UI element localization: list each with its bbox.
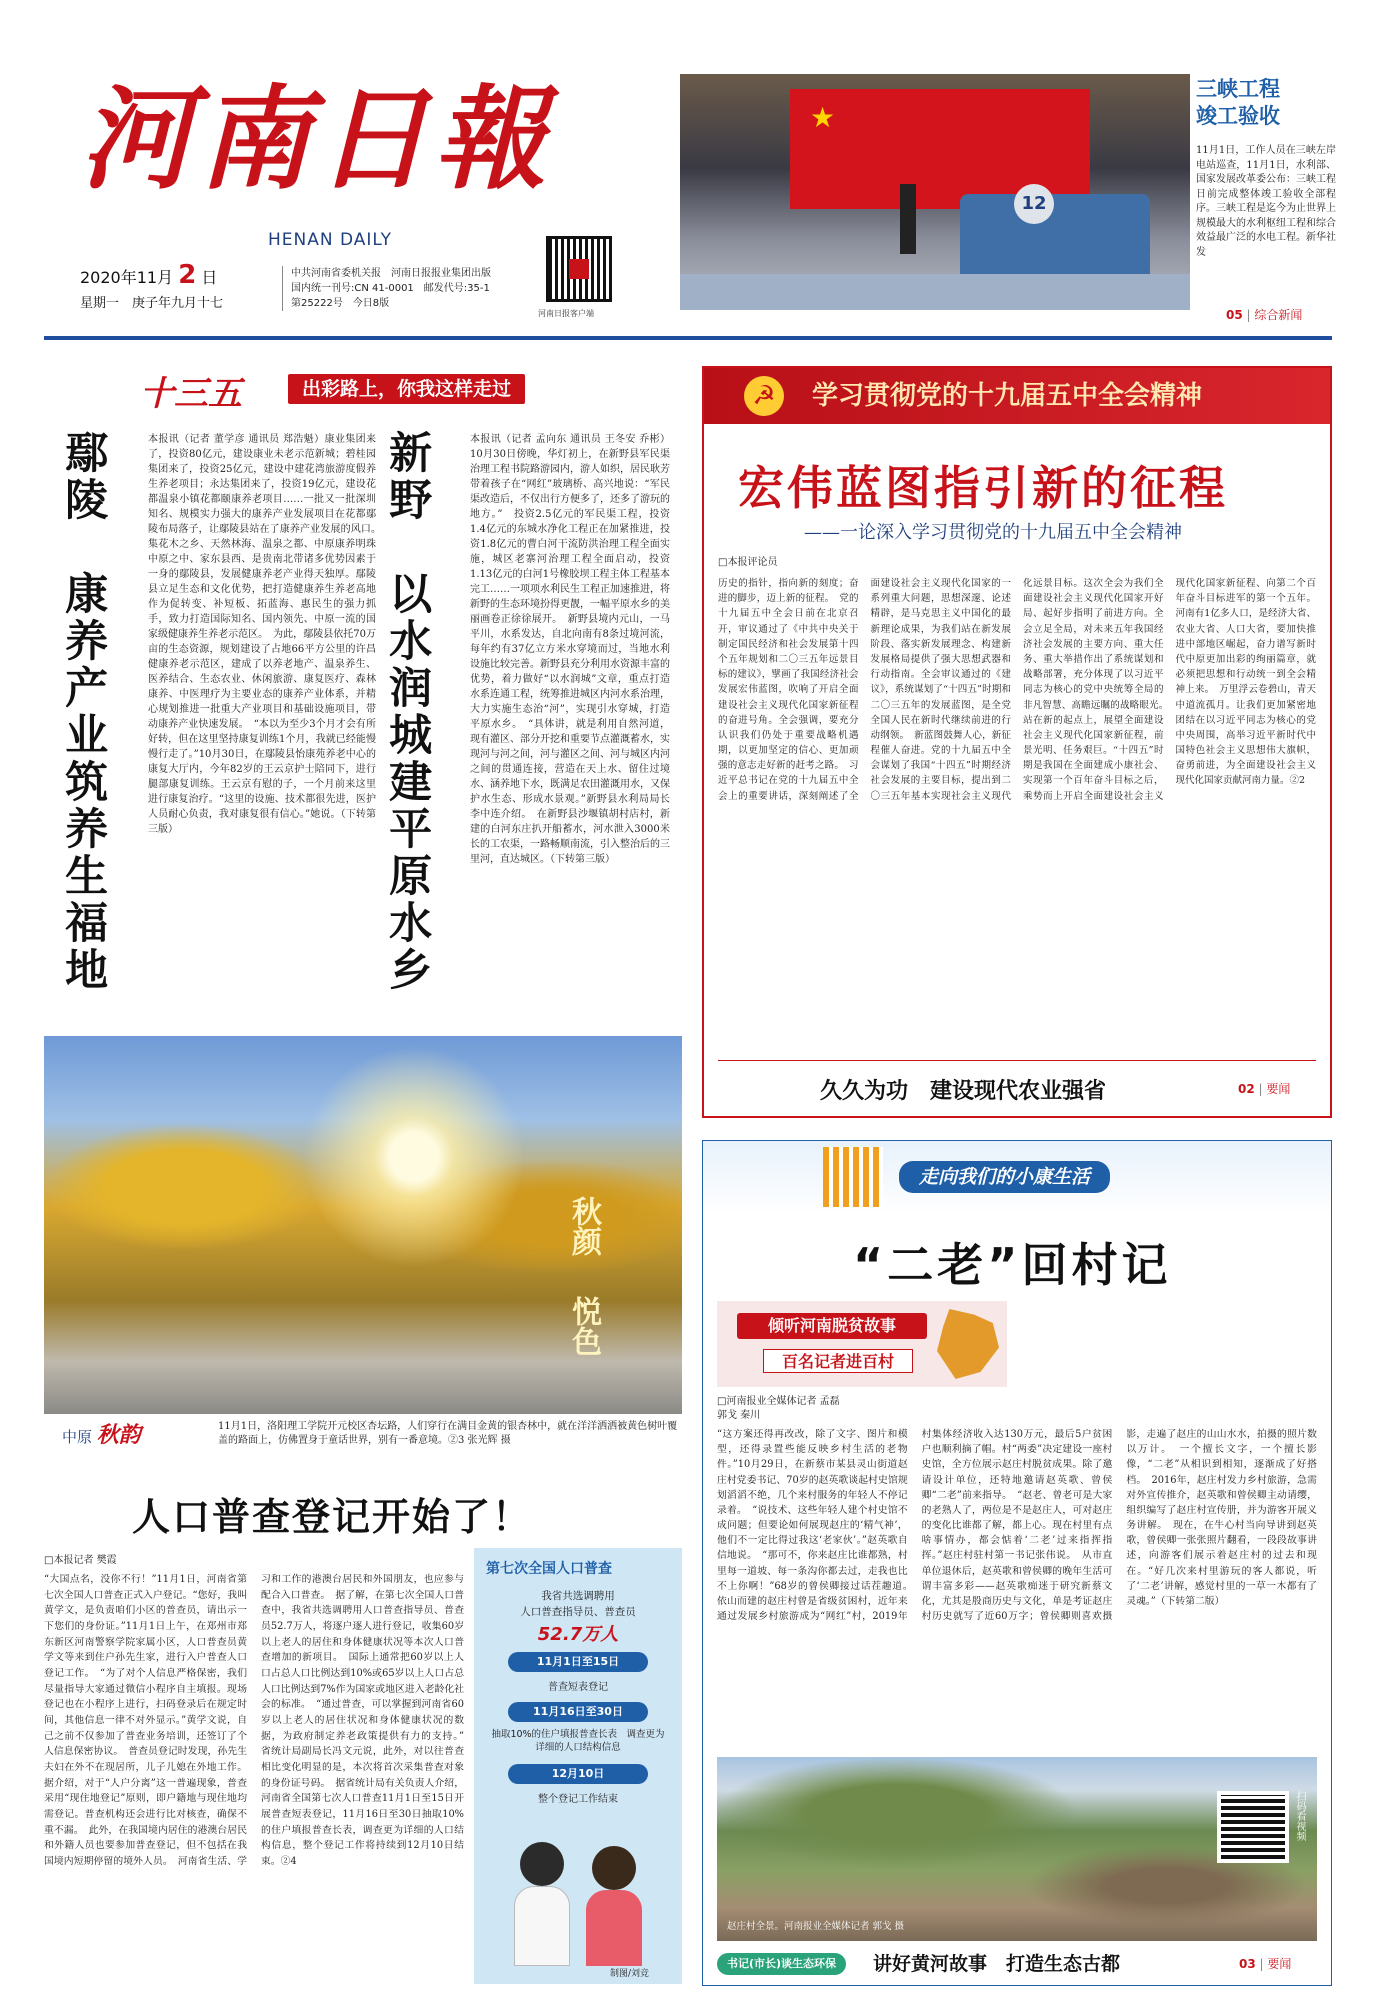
census-line2: 人口普查指导员、普查员 xyxy=(520,1606,636,1618)
editorial-subtitle: ——一论深入学习贯彻党的十九届五中全会精神 xyxy=(804,522,1182,543)
page-ref-03[interactable]: 03 | 要闻 xyxy=(1239,1957,1292,1971)
ginkgo-caption: 11月1日，洛阳理工学院开元校区杏坛路，人们穿行在满目金黄的银杏林中，就在洋洋洒洒被黄色树叶覆盖的路面上，仿佛置身于童话世界，别有一番意境。②3 张光辉 摄 xyxy=(218,1421,678,1446)
photo-overlay-text: 秋颜 悦色 xyxy=(566,1196,601,1357)
star-icon: ★ xyxy=(810,101,836,134)
xinye-body: 本报讯（记者 孟向东 通讯员 王冬安 乔彬）10月30日傍晚，华灯初上，在新野县军民渠治理工程书院路游园内，游人如织，居民耿芳带着孩子在“网红”玻璃桥、高兴地说：“军民渠改造后，不仅出行方便多了，还多了游玩的地方。” 投资2.5亿元的军民渠工程，投资1.4亿元的东城水净化工程正在加紧推进，投资1.8亿元的曹白河干流防洪治理工程全面实施，城区老寨河治理工程全面启动，投资1.13亿元的白河1号橡胶坝工程主体工程基本完工……一项项水利民生工程正加速推进，将新野的生态环境扮得更靓，一幅平原水乡的美丽画卷正徐徐展开。 新野县境内元山，一马平川，水系发达，自北向南有8条过境河流，每年约有37亿立方米水穿境而过，当地水利设施比较完善。新野县充分利用水资源丰富的优势，着力做好“以水润城”文章，重点打造水系连通工程，统筹推进城区内河水系治理，大力实施生态治“河”，实现引水穿城，打造平原水乡。 “具体讲，就是利用自然河道，现有灌区、部分开挖和重要节点灌溉蓄水，实现河与河之间，河与灌区之间、河与城区内河之间的贯通连接，营造在天上水、留住过境水、涵养地下水，既满足农田灌溉用水，又保护水生态、形成水景观。”新野县水利局局长李中连介绍。 在新野县沙堰镇胡村店村，新建的白河东庄扒开船蓄水，河水泄入3000米长的工农渠，一路畅顺南流，引入整治后的三里河，直达城区。（下转第三版） xyxy=(470,434,670,865)
xiaokang-headline: “二老”回村记 xyxy=(853,1238,1172,1292)
yanling-headline: 鄢陵 康养产业筑养生福地 xyxy=(58,430,109,994)
page-ref-05[interactable]: 05 | 综合新闻 xyxy=(1226,308,1303,322)
publisher-info: 中共河南省委机关报 河南日报报业集团出版 国内统一刊号:CN 41-0001 邮发代号:35-1 第25222号 今日8版 xyxy=(282,266,491,311)
page-ref-02[interactable]: 02 | 要闻 xyxy=(1238,1082,1291,1096)
plenum-banner: ☭ 学习贯彻党的十九届五中全会精神 xyxy=(704,368,1330,424)
census-art-credit: 制图/刘竞 xyxy=(610,1969,650,1979)
plenum-editorial-box xyxy=(702,366,1332,1118)
three-gorges-caption: 11月1日，工作人员在三峡左岸电站巡查，11月1日，水利部、国家发展改革委公布：三峡工程日前完成整体竣工验收全部程序。三峡工程是迄今为止世界上规模最大的水利枢纽工程和综合效益最广泛的水电工程。新华社发 xyxy=(1196,145,1336,258)
census-illustration xyxy=(500,1832,656,1968)
census-step2-text: 抽取10%的住户填报普查长表 调查更为详细的人口结构信息 xyxy=(491,1729,665,1754)
census-body: “大国点名，没你不行！”11月1日，河南省第七次全国人口普查正式入户登记。“您好，我叫黄学文，是负责咱们小区的普查员，请出示一下您们的身份证。”11月1日上午，在郑州市郑东新区河南警察学院家属小区，人口普查员黄学文等来到住户孙先生家，进行入户普查人口登记工作。 “为了对个人信息严格保密，我们尽量指导大家通过微信小程序自主填报。现场登记也在小程序上进行，扫码登录后在规定时间，其他信息一律不对外显示。”黄学文说，自己之前不仅参加了普查业务培训，还签订了个人信息保密协议。 普查员登记时发现，孙先生夫妇在外不在现居所，儿子儿媳在外地工作。据介绍，对于“人户分离”这一普遍现象，普查采用“现住地登记”原则，即户籍地与现住地均需登记。普查机构还会进行比对核查，确保不重不漏。 此外，在我国境内居住的港澳台居民和外籍人员也要参加普查登记，但不包括在我国境内短期停留的境外人员。 河南省生活、学习和工作的港澳台居民和外国朋友，也应参与配合入口普查。 据了解，在第七次全国人口普查中，我省共选调聘用人口普查指导员、普查员52.7万人，将逐户逐人进行登记，收集60岁以上老人的居住和身体健康状况等本次人口普查增加的新项目。 国际上通常把60岁以上人口占总人口比例达到10%或65岁以上人口占总人口比例达到7%作为国家或地区进入老龄化社会的标准。 “通过普查，可以掌握到河南省60岁以上老人的居住状况和身体健康状况的数据，为政府制定养老政策提供有力的支持。” 省统计局副局长冯文元说，此外，对以往普查相比变化明显的是，本次将首次采集普查对象的身份证号码。 据省统计局有关负责人介绍，河南省全国第七次人口普查11月1日至15日开展普查短表登记，11月16日至30日抽取10%的住户填报普查长表，调查更为详细的人口结构信息，整个登记工作将持续到12月10日结束。②4 xyxy=(44,1574,464,1868)
masthead-rule xyxy=(44,336,1332,340)
weekday: 星期一 庚子年九月十七 xyxy=(80,296,224,311)
poverty-tag-1: 倾听河南脱贫故事 xyxy=(737,1313,927,1339)
unit-number: 12 xyxy=(1014,184,1054,224)
editorial-byline: □本报评论员 xyxy=(718,557,778,568)
worker-figure xyxy=(900,184,916,254)
census-headline: 人口普查登记开始了！ xyxy=(132,1495,533,1539)
xiaokang-body: “这方案还得再改改，除了文字、图片和模型，还得录置些能反映乡村生活的老物件。”10月29日，在新蔡市某县灵山街道赵庄村党委书记、70岁的赵英歌谈起村史馆规划滔滔不绝，几个来村服务的年轻人不停记录着。 “说技术、这些年轻人建个村史馆不成问题；但要论如何展现赵庄的‘精气神’，他们不一定比得过我这‘老家伙’。”赵英歌自信地说。 “那可不，你来赵庄比谁都熟，村里每一道坡、每一条沟你都去过，走我也比不上你啊！”68岁的曾侯卿接过话茬趣道。 依山而建的赵庄村曾是省级贫困村，近年来通过发展乡村旅游成为“网红”村，2019年村集体经济收入达130万元，最后5户贫困户也顺利摘了帽。村“两委”决定建设一座村史馆，全方位展示赵庄村脱贫成果。除了邀请设计单位，还特地邀请赵英歌、曾侯卿“二老”前来指导。 “赵老、曾老可是大家的老熟人了，两位是不是赵庄人，可对赵庄的变化比谁都了解，都上心。现在村里有点啥事情办，都会惦着‘二老’过来指挥指挥。”赵庄村驻村第一书记张伟说。 从市直单位退休后，赵英歌和曾侯卿的晚年生活可谓丰富多彩——赵英歌痴迷于研究新蔡文化，尤其是殷商历史与文化，单是考证赵庄村历史就写了近60万字；曾侯卿则喜欢摄影，走遍了赵庄的山山水水，拍摄的照片数以万计。 一个擅长文字，一个擅长影像，“二老”从相识到相知，逐渐成了好搭档。 2016年，赵庄村发力乡村旅游，急需对外宣传推介，赵英歌和曾侯卿主动请缨，组织编写了赵庄村宣传册，并为游客开展义务讲解。 现在，在牛心村当向导讲到赵英歌，曾侯卿一张张照片翻看，一段段故事讲述，向游客们展示着赵庄村的过去和现在。“好几次来村里游玩的客人都说，听了‘二老’讲解，感觉村里的一草一木都有了灵魂。”（下转第二版） xyxy=(717,1429,1317,1623)
masthead-title: 河南日報 xyxy=(80,74,552,205)
issue-date: 2020年11月 2 日 xyxy=(80,260,218,290)
series-slogan: 出彩路上，你我这样走过 xyxy=(288,374,525,404)
census-sidebar-title: 第七次全国人口普查 xyxy=(486,1561,612,1577)
editorial-body: 历史的指针，指向新的刻度；奋进的脚步，迈上新的征程。 党的十九届五中全会日前在北京召开，审议通过了《中共中央关于制定国民经济和社会发展第十四个五年规划和二〇三五年远景目标的建议》，擘画了我国经济社会发展宏伟蓝图，吹响了开启全面建设社会主义现代化国家新征程的奋进号角。全会强调，要充分认识我们仍处于重要战略机遇期，以更加坚定的信心、更加顽强的意志走好新的赶考之路。 习近平总书记在党的十九届五中全会上的重要讲话，深刻阐述了全面建设社会主义现代化国家的一系列重大问题，思想深邃、论述精辟，是马克思主义中国化的最新理论成果，为我们站在新发展阶段、落实新发展理念、构建新发展格局提供了强大思想武器和行动指南。全会审议通过的《建议》，系统谋划了“十四五”时期和二〇三五年的发展蓝图，是全党全国人民在新时代继续前进的行动纲领。 新蓝图鼓舞人心，新征程催人奋进。党的十九届五中全会谋划了我国“十四五”时期经济社会发展的主要目标，提出到二〇三五年基本实现社会主义现代化远景目标。这次全会为我们全面建设社会主义现代化国家开好局、起好步指明了前进方向。全会立足全局，对未来五年我国经济社会发展的主要方向、重大任务、重大举措作出了系统谋划和战略部署，充分体现了以习近平同志为核心的党中央统筹全局的非凡智慧、高瞻远瞩的战略眼光。 站在新的起点上，展望全面建设社会主义现代化国家新征程，前景光明、任务艰巨。“十四五”时期是我国在全面建成小康社会、实现第一个百年奋斗目标之后，乘势而上开启全面建设社会主义现代化国家新征程、向第二个百年奋斗目标进军的第一个五年。河南有1亿多人口，是经济大省、农业大省、人口大省，要加快推进中部地区崛起，奋力谱写新时代中原更加出彩的绚丽篇章，就必须把思想和行动统一到全会精神上来。 万里浮云卷碧山，青天中道流孤月。让我们更加紧密地团结在以习近平同志为核心的党中央周围，高举习近平新时代中国特色社会主义思想伟大旗帜，奋勇前进，为全面建设社会主义现代化国家贡献河南力量。②2 xyxy=(718,578,1316,802)
party-emblem-icon: ☭ xyxy=(744,376,784,416)
census-step3-date: 12月10日 xyxy=(508,1764,648,1784)
xiaokang-box xyxy=(702,1140,1332,1986)
village-photo-caption: 赵庄村全景。河南报业全媒体记者 郭戈 摄 xyxy=(727,1921,905,1932)
series-banner xyxy=(140,366,660,414)
masthead xyxy=(40,30,680,330)
census-byline: □本报记者 樊霞 xyxy=(44,1555,117,1566)
xiaokang-byline: □河南报业全媒体记者 孟磊 郭戈 秦川 xyxy=(717,1396,850,1421)
three-gorges-photo xyxy=(680,74,1190,310)
video-qr-code[interactable] xyxy=(1217,1791,1289,1863)
census-step2-date: 11月16日至30日 xyxy=(508,1702,648,1722)
qr-code[interactable] xyxy=(546,236,612,302)
building-icon xyxy=(823,1147,883,1207)
qr-caption: 河南日报客户端 xyxy=(538,309,594,318)
henan-map-icon xyxy=(937,1309,999,1379)
yanling-body: 本报讯（记者 董学彦 通讯员 郑浩魁）康业集团来了，投资80亿元，建设康业未老示范新城；碧桂园集团来了，投资25亿元，建设中建花湾旅游度假养生养老项目；永达集团来了，投资19亿元，建设花都温泉小镇花都颐康养老项目……一批又一批深圳知名、规模实力强大的康养产业发展项目在花都鄢陵布局落子，让鄢陵县站在了康养产业发展的风口。 集花木之乡、天然林海、温泉之都、中原康养明珠中原之中、家东县西、是贵南北带诸多优势因素于一身的鄢陵县，发展健康养老产业得天独厚。鄢陵县立足生态和文化优势，把打造健康养生养老高地作为促转变、补短板、拓蓝海、惠民生的强力抓手，致力打造国际知名、国内领先、中原一流的国家级健康养生养老示范区。 为此，鄢陵县依托70万亩的生态资源，规划建设了占地66平方公里的许昌健康养老示范区，建成了以养老地产、温泉养生、医养结合、生态农业、休闲旅游、康复医疗、森林康养、中医理疗为主要业态的康养产业体系，并精心规划推进一批重大产业项目和基础设施项目，带动康养产业快速发展。 “本以为至少3个月才会有所好转，但在这里坚持康复训练1个月，我就已经能慢慢行走了。”10月30日，在鄢陵县怡康苑养老中心的康复大厅内，今年82岁的王云京护士陪同下，进行腿部康复训练。王云京有慰的子，一个月前来这里进行康复治疗。“这里的设施、技术都很先进，医护人员耐心负责，我对康复很有信心。”她说。（下转第三版） xyxy=(148,434,376,835)
poverty-tag-2: 百名记者进百村 xyxy=(763,1349,913,1373)
three-gorges-headline: 三峡工程 竣工验收 xyxy=(1196,77,1280,129)
editorial-divider xyxy=(718,1060,1316,1061)
census-step1-date: 11月1日至15日 xyxy=(508,1652,648,1672)
ecology-column-tag: 书记(市长)谈生态环保 xyxy=(717,1953,846,1975)
video-qr-label: 扫码看视频 xyxy=(1294,1791,1305,1841)
poverty-tag-box xyxy=(717,1301,1007,1387)
ginkgo-photo xyxy=(44,1036,682,1414)
agriculture-headline[interactable]: 久久为功 建设现代农业强省 xyxy=(820,1079,1107,1104)
autumn-column-label: 中原 秋韵 xyxy=(62,1423,141,1448)
census-sidebar xyxy=(474,1548,682,1984)
masthead-subtitle: HENAN DAILY xyxy=(268,230,393,250)
editorial-headline: 宏伟蓝图指引新的征程 xyxy=(738,461,1228,515)
series-logo: 十三五 xyxy=(140,374,242,414)
census-big-number: 52.7万人 xyxy=(537,1624,619,1645)
census-line1: 我省共选调聘用 xyxy=(541,1590,615,1602)
census-step1-text: 普查短表登记 xyxy=(548,1682,608,1693)
xiaokang-banner: 走向我们的小康生活 xyxy=(899,1161,1110,1193)
xinye-headline: 新野 以水润城建平原水乡 xyxy=(382,430,433,994)
zhaozhuang-village-photo xyxy=(717,1757,1317,1941)
yellow-river-headline[interactable]: 讲好黄河故事 打造生态古都 xyxy=(873,1953,1121,1975)
census-step3-text: 整个登记工作结束 xyxy=(538,1794,618,1805)
